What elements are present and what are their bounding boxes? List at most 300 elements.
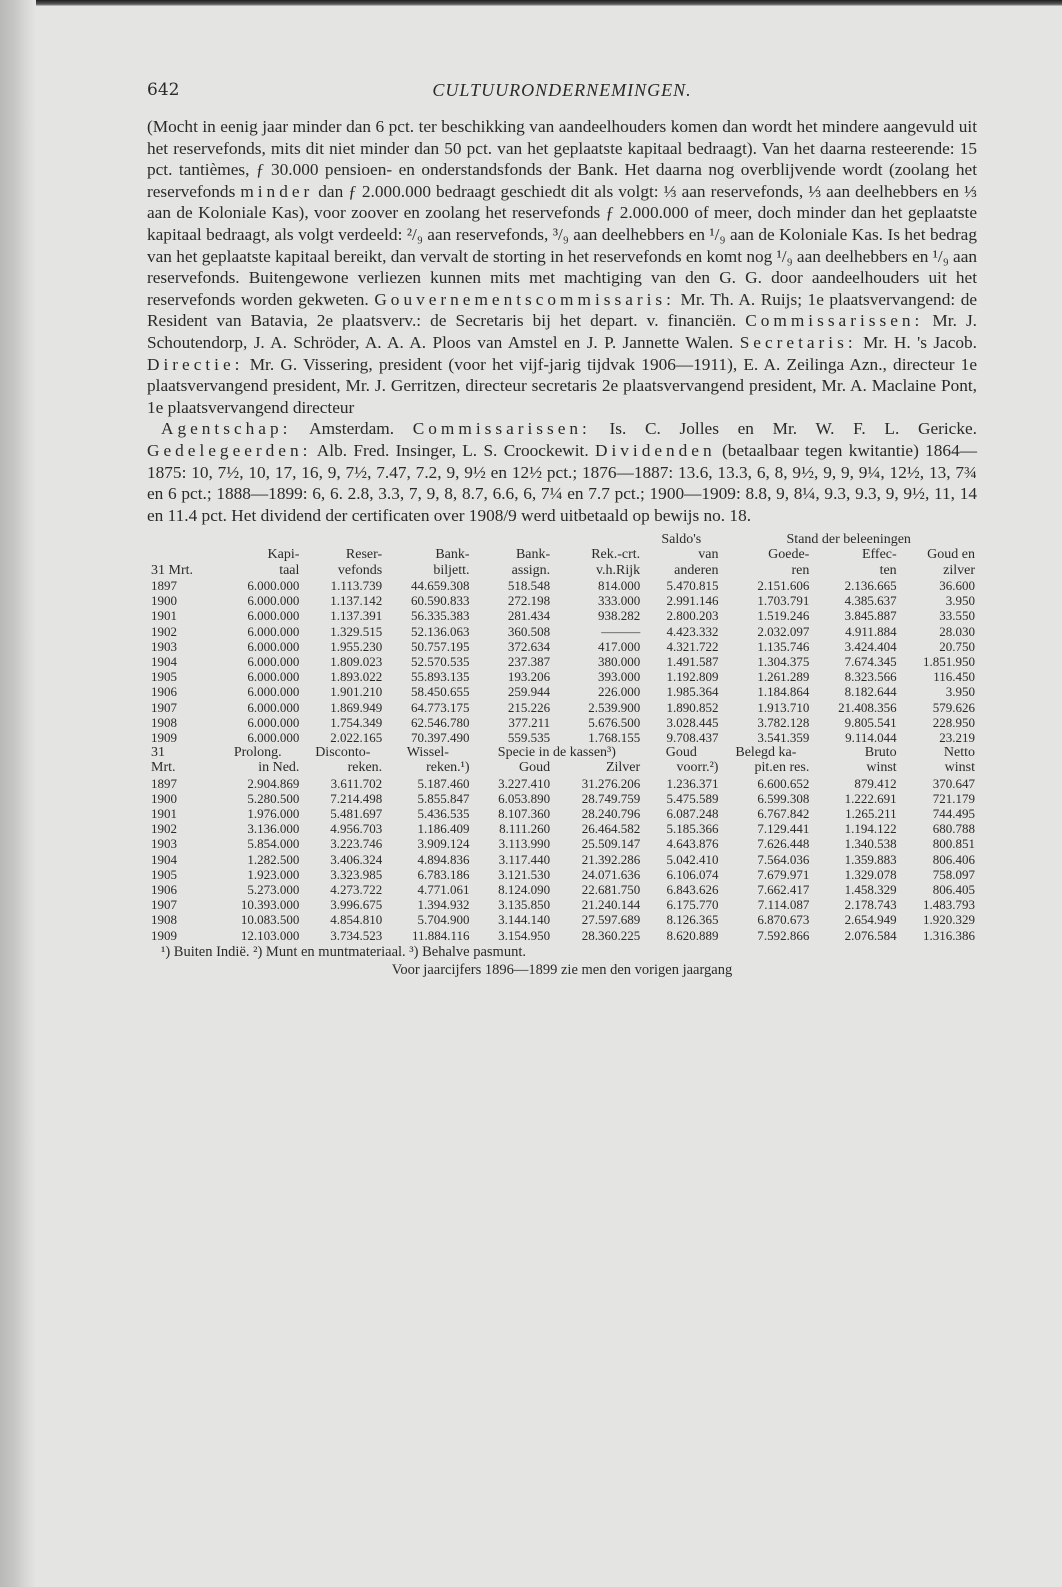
- book-page: [147, 80, 977, 979]
- value-cell: 393.000: [597, 669, 641, 685]
- value-cell: 1.113.739: [330, 577, 383, 593]
- value-cell: 64.773.175: [411, 699, 470, 715]
- value-cell: 1.192.809: [666, 669, 719, 685]
- value-cell: 11.884.116: [411, 927, 470, 943]
- year-cell: 1900: [151, 593, 177, 609]
- column-header: vefonds: [337, 562, 383, 578]
- value-cell: 3.113.990: [498, 836, 551, 852]
- value-cell: 8.182.644: [844, 684, 897, 700]
- value-cell: 21.392.286: [581, 851, 641, 867]
- value-cell: 5.185.366: [666, 821, 719, 837]
- value-cell: 3.121.530: [498, 866, 551, 882]
- value-cell: 3.227.410: [498, 775, 551, 791]
- table-row: [147, 578, 977, 593]
- year-cell: 1900: [151, 790, 177, 806]
- label-secretaris: Secretaris:: [739, 332, 857, 352]
- value-cell: 3.223.746: [330, 836, 383, 852]
- year-cell: 1907: [151, 699, 177, 715]
- column-header: anderen: [674, 562, 719, 578]
- label-commissarissen: Commissarissen:: [745, 311, 924, 331]
- value-cell: 5.187.460: [417, 775, 470, 791]
- year-cell: 1902: [151, 821, 177, 837]
- value-cell: 52.136.063: [411, 623, 470, 639]
- value-cell: 333.000: [597, 593, 641, 609]
- table-row: [147, 821, 977, 836]
- value-cell: 4.643.876: [666, 836, 719, 852]
- value-cell: 33.550: [939, 608, 975, 624]
- value-cell: 1.359.883: [844, 851, 897, 867]
- column-header: 31 Mrt.: [151, 562, 193, 578]
- value-cell: 70.397.490: [411, 729, 470, 745]
- value-cell: 879.412: [854, 775, 897, 791]
- value-cell: 800.851: [932, 836, 975, 852]
- paragraph-agentschap: Agentschap: Amsterdam. Commissarissen: Is. C. Jolles en Mr. W. F. L. Gericke. Gedelegeerden: Alb. Fred. Insinger, L. S. Croockewit. Dividenden (betaalbaar tegen kwitantie) 1864—1875: 10, 7½, 10, 17, 16, 9, 7½, 7.47, 7.2, 9, 9½ en 12½ pct.; 1876—1887: 13.6, 13.3, 6, 8, 9½, 9, 9, 9¼, 12½, 13, 7¾ en 6 pct.; 1888—1899: 6, 6. 2.8, 3.3, 7, 9, 8, 8.7, 6.6, 6, 7¼ en 7.7 pct.; 1900—1909: 8.8, 9, 8¼, 9.3, 9.3, 9, 9½, 11, 14 en 11.4 pct. Het dividend der certificaten over 1908/9 werd uitbetaald op bewijs no. 18.: [147, 419, 977, 525]
- value-cell: 8.620.889: [666, 927, 719, 943]
- value-cell: 10.083.500: [240, 912, 300, 928]
- label-gouvernementscommissaris: Gouvernementscommissaris:: [374, 289, 675, 309]
- value-cell: 814.000: [597, 577, 641, 593]
- year-cell: 1907: [151, 897, 177, 913]
- value-cell: 680.788: [932, 821, 975, 837]
- value-cell: 4.273.722: [330, 881, 383, 897]
- table-row: [147, 715, 977, 730]
- value-cell: 6.000.000: [247, 699, 300, 715]
- value-cell: 372.634: [507, 638, 551, 654]
- value-cell: 1.222.691: [844, 790, 897, 806]
- value-cell: 3.135.850: [498, 897, 551, 913]
- column-header: pit.en res.: [754, 760, 810, 776]
- value-cell: 3.136.000: [247, 821, 300, 837]
- column-header: Goud en: [927, 547, 975, 563]
- table-row: [147, 639, 977, 654]
- year-cell: 1906: [151, 881, 177, 897]
- value-cell: 6.000.000: [247, 729, 300, 745]
- value-cell: 3.950: [945, 684, 975, 700]
- value-cell: 237.387: [507, 653, 551, 669]
- value-cell: 1.976.000: [247, 805, 300, 821]
- column-header: Zilver: [605, 760, 641, 776]
- year-cell: 1904: [151, 851, 177, 867]
- value-cell: 21.408.356: [838, 699, 897, 715]
- value-cell: 6.000.000: [247, 714, 300, 730]
- value-cell: 3.541.359: [757, 729, 810, 745]
- table-row: [147, 700, 977, 715]
- table1-header-line2: [147, 563, 977, 578]
- value-cell: 2.991.146: [666, 593, 719, 609]
- column-header: ren: [791, 562, 810, 578]
- value-cell: 2.539.900: [588, 699, 641, 715]
- year-cell: 1901: [151, 805, 177, 821]
- table2-body: [147, 776, 977, 943]
- value-cell: 8.111.260: [499, 821, 551, 837]
- column-header: reken.: [347, 760, 383, 776]
- value-cell: 8.124.090: [498, 881, 551, 897]
- value-cell: 6.087.248: [666, 805, 719, 821]
- value-cell: 6.000.000: [247, 684, 300, 700]
- table-row: [147, 684, 977, 699]
- group-header-stand: Stand der beleeningen: [786, 532, 911, 548]
- value-cell: 938.282: [597, 608, 641, 624]
- year-cell: 1908: [151, 714, 177, 730]
- value-cell: 417.000: [597, 638, 641, 654]
- value-cell: 1.135.746: [757, 638, 810, 654]
- year-cell: 1901: [151, 608, 177, 624]
- value-cell: 559.535: [507, 729, 551, 745]
- year-cell: 1902: [151, 623, 177, 639]
- table-row: [147, 928, 977, 943]
- value-cell: 10.393.000: [240, 897, 300, 913]
- value-cell: 4.911.884: [845, 623, 897, 639]
- label-gedelegeerden: Gedelegeerden:: [147, 440, 312, 460]
- value-cell: 5.436.535: [417, 805, 470, 821]
- table-row: [147, 593, 977, 608]
- table2-header-line1: 31 Prolong. Disconto- Wissel- Specie in de kassen³) Goud Belegd ka- Bruto Netto: [151, 745, 975, 761]
- value-cell: 62.546.780: [411, 714, 470, 730]
- value-cell: 6.000.000: [247, 593, 300, 609]
- value-cell: 2.904.869: [247, 775, 300, 791]
- value-cell: 1.809.023: [330, 653, 383, 669]
- column-header: Goede-: [768, 547, 810, 563]
- value-cell: 36.600: [939, 577, 975, 593]
- column-header: voorr.²): [676, 760, 719, 776]
- value-cell: 3.996.675: [330, 897, 383, 913]
- value-cell: 7.114.087: [757, 897, 810, 913]
- value-cell: 2.178.743: [844, 897, 897, 913]
- value-cell: 3.909.124: [417, 836, 470, 852]
- year-cell: 1903: [151, 638, 177, 654]
- value-cell: 1.329.515: [330, 623, 383, 639]
- value-cell: 4.894.836: [417, 851, 470, 867]
- value-cell: 272.198: [507, 593, 551, 609]
- value-cell: 7.674.345: [844, 653, 897, 669]
- previous-volume-note: Voor jaarcijfers 1896—1899 zie men den vorigen jaargang: [391, 961, 733, 978]
- value-cell: 5.273.000: [247, 881, 300, 897]
- value-cell: 3.782.128: [757, 714, 810, 730]
- value-cell: 1.703.791: [757, 593, 810, 609]
- value-cell: 9.708.437: [666, 729, 719, 745]
- value-cell: 758.097: [932, 866, 975, 882]
- value-cell: 1.282.500: [247, 851, 300, 867]
- column-header: zilver: [943, 562, 975, 578]
- value-cell: 1.329.078: [844, 866, 897, 882]
- value-cell: 28.030: [939, 623, 975, 639]
- value-cell: 6.767.842: [757, 805, 810, 821]
- value-cell: 6.000.000: [247, 669, 300, 685]
- value-cell: 5.704.900: [417, 912, 470, 928]
- value-cell: 1.768.155: [588, 729, 641, 745]
- value-cell: 5.475.589: [666, 790, 719, 806]
- value-cell: 3.611.702: [330, 775, 383, 791]
- column-header: Bank-: [435, 547, 470, 563]
- value-cell: 744.495: [932, 805, 975, 821]
- value-cell: 9.805.541: [844, 714, 897, 730]
- value-cell: 31.276.206: [581, 775, 641, 791]
- column-header: van: [698, 547, 719, 563]
- value-cell: 6.000.000: [247, 623, 300, 639]
- value-cell: 193.206: [507, 669, 551, 685]
- value-cell: 6.106.074: [666, 866, 719, 882]
- value-cell: 1.923.000: [247, 866, 300, 882]
- value-cell: 1.985.364: [666, 684, 719, 700]
- value-cell: 2.800.203: [666, 608, 719, 624]
- value-cell: 2.654.949: [844, 912, 897, 928]
- value-cell: 1.869.949: [330, 699, 383, 715]
- value-cell: 3.950: [945, 593, 975, 609]
- table-row: [147, 867, 977, 882]
- year-cell: 1897: [151, 775, 177, 791]
- value-cell: 28.360.225: [581, 927, 641, 943]
- value-cell: 5.676.500: [588, 714, 641, 730]
- year-cell: 1905: [151, 866, 177, 882]
- book-binding-shadow: [0, 0, 36, 1587]
- value-cell: 44.659.308: [411, 577, 470, 593]
- value-cell: 50.757.195: [411, 638, 470, 654]
- value-cell: 6.870.673: [757, 912, 810, 928]
- value-cell: 6.000.000: [247, 638, 300, 654]
- value-cell: 281.434: [507, 608, 551, 624]
- value-cell: 24.071.636: [581, 866, 641, 882]
- value-cell: 21.240.144: [581, 897, 641, 913]
- column-header: winst: [866, 760, 897, 776]
- running-head: [147, 80, 977, 116]
- table-row: [147, 852, 977, 867]
- year-cell: 1897: [151, 577, 177, 593]
- column-header: in Ned.: [258, 760, 300, 776]
- value-cell: 1.913.710: [757, 699, 810, 715]
- value-cell: 60.590.833: [411, 593, 470, 609]
- value-cell: 226.000: [597, 684, 641, 700]
- label-directie: Directie:: [147, 354, 244, 374]
- value-cell: 1.184.864: [757, 684, 810, 700]
- table-row: [147, 897, 977, 912]
- value-cell: 3.144.140: [498, 912, 551, 928]
- value-cell: 4.423.332: [666, 623, 719, 639]
- value-cell: 3.845.887: [844, 608, 897, 624]
- value-cell: 1.901.210: [330, 684, 383, 700]
- value-cell: 380.000: [597, 653, 641, 669]
- year-cell: 1905: [151, 669, 177, 685]
- value-cell: 4.771.061: [417, 881, 470, 897]
- table1-body: [147, 578, 977, 745]
- value-cell: 116.450: [933, 669, 975, 685]
- value-cell: 8.107.360: [498, 805, 551, 821]
- value-cell: 3.117.440: [498, 851, 551, 867]
- year-cell: 1909: [151, 927, 177, 943]
- value-cell: 377.211: [508, 714, 551, 730]
- column-header: v.h.Rijk: [595, 562, 641, 578]
- value-cell: 3.424.404: [844, 638, 897, 654]
- value-cell: 7.592.866: [757, 927, 810, 943]
- value-cell: 25.509.147: [581, 836, 641, 852]
- column-header: taal: [279, 562, 300, 578]
- value-cell: 6.053.890: [498, 790, 551, 806]
- column-header: Rek.-crt.: [591, 547, 641, 563]
- table-row: [147, 624, 977, 639]
- value-cell: 806.406: [932, 851, 975, 867]
- value-cell: 6.600.652: [757, 775, 810, 791]
- value-cell: 215.226: [507, 699, 551, 715]
- value-cell: 5.042.410: [666, 851, 719, 867]
- value-cell: 6.783.186: [417, 866, 470, 882]
- value-cell: 6.000.000: [247, 653, 300, 669]
- table1-header-line1: [147, 547, 977, 562]
- value-cell: 2.151.606: [757, 577, 810, 593]
- value-cell: 55.893.135: [411, 669, 470, 685]
- value-cell: 1.194.122: [844, 821, 897, 837]
- value-cell: 1.265.211: [845, 805, 897, 821]
- value-cell: 2.076.584: [844, 927, 897, 943]
- year-cell: 1903: [151, 836, 177, 852]
- column-header: [147, 547, 214, 562]
- value-cell: 1.920.329: [923, 912, 975, 928]
- value-cell: 806.405: [932, 881, 975, 897]
- value-cell: ———: [601, 623, 641, 639]
- column-header: Mrt.: [151, 760, 176, 776]
- table-row: [147, 912, 977, 927]
- table2-header-line2: [147, 760, 977, 775]
- balance-table: [147, 532, 977, 942]
- value-cell: 3.323.985: [330, 866, 383, 882]
- scan-top-edge: [0, 0, 1062, 6]
- table-row: [147, 791, 977, 806]
- value-cell: 1.304.375: [757, 653, 810, 669]
- value-cell: 1.754.349: [330, 714, 383, 730]
- value-cell: 3.734.523: [330, 927, 383, 943]
- value-cell: 4.321.722: [666, 638, 719, 654]
- table-row: [147, 669, 977, 684]
- table-row: [147, 730, 977, 745]
- value-cell: 22.681.750: [581, 881, 641, 897]
- value-cell: 28.240.796: [581, 805, 641, 821]
- value-cell: 4.385.637: [844, 593, 897, 609]
- value-cell: 27.597.689: [581, 912, 641, 928]
- column-header: Kapi-: [267, 547, 300, 563]
- value-cell: 12.103.000: [240, 927, 300, 943]
- value-cell: 7.679.971: [757, 866, 810, 882]
- value-cell: 518.548: [507, 577, 551, 593]
- value-cell: 56.335.383: [411, 608, 470, 624]
- value-cell: 7.626.448: [757, 836, 810, 852]
- value-cell: 1.851.950: [923, 653, 975, 669]
- value-cell: 259.944: [507, 684, 551, 700]
- value-cell: 1.519.246: [757, 608, 810, 624]
- value-cell: 4.956.703: [330, 821, 383, 837]
- year-cell: 1909: [151, 729, 177, 745]
- value-cell: 7.129.441: [757, 821, 810, 837]
- column-header: ten: [879, 562, 897, 578]
- value-cell: 52.570.535: [411, 653, 470, 669]
- value-cell: 6.599.308: [757, 790, 810, 806]
- body-text: [147, 116, 977, 526]
- column-header: reken.¹): [426, 760, 470, 776]
- value-cell: 7.662.417: [757, 881, 810, 897]
- table-row: [147, 654, 977, 669]
- value-cell: 26.464.582: [581, 821, 641, 837]
- value-cell: 20.750: [939, 638, 975, 654]
- label-agent-commissarissen: Commissarissen:: [412, 419, 591, 439]
- column-header: Reser-: [345, 547, 383, 563]
- column-header: assign.: [511, 562, 551, 578]
- value-cell: 3.028.445: [666, 714, 719, 730]
- value-cell: 2.032.097: [757, 623, 810, 639]
- column-header: Effec-: [861, 547, 897, 563]
- year-cell: 1906: [151, 684, 177, 700]
- page-title: CULTUURONDERNEMINGEN.: [432, 80, 692, 100]
- value-cell: 28.749.759: [581, 790, 641, 806]
- value-cell: 23.219: [939, 729, 975, 745]
- value-cell: 1.137.142: [330, 593, 383, 609]
- value-cell: 5.855.847: [417, 790, 470, 806]
- value-cell: 8.323.566: [844, 669, 897, 685]
- value-cell: 1.236.371: [666, 775, 719, 791]
- value-cell: 360.508: [507, 623, 551, 639]
- value-cell: 228.950: [932, 714, 975, 730]
- value-cell: 1.394.932: [417, 897, 470, 913]
- value-cell: 370.647: [932, 775, 975, 791]
- value-cell: 4.854.810: [330, 912, 383, 928]
- value-cell: 1.316.386: [923, 927, 975, 943]
- value-cell: 6.175.770: [666, 897, 719, 913]
- value-cell: 5.280.500: [247, 790, 300, 806]
- value-cell: 1.137.391: [330, 608, 383, 624]
- value-cell: 1.491.587: [666, 653, 719, 669]
- column-header: winst: [944, 760, 975, 776]
- value-cell: 5.854.000: [247, 836, 300, 852]
- value-cell: 58.450.655: [411, 684, 470, 700]
- paragraph-profit-distribution: (Mocht in eenig jaar minder dan 6 pct. ter beschikking van aandeelhouders komen dan wordt het mindere aangevuld uit het reservefonds, mits dit niet minder dan 50 pct. van het geplaatste kapitaal bedraagt). Van het daarna resteerende: 15 pct. tantièmes, ƒ 30.000 pensioen- en onderstandsfonds der Bank. Het daarna nog overblijvende wordt (zoolang het reservefonds minder dan ƒ 2.000.000 bedraagt geschiedt dit als volgt: ⅓ aan reservefonds, ⅓ aan deelhebbers en ⅓ aan de Koloniale Kas), voor zoover en zoolang het reservefonds ƒ 2.000.000 of meer, doch minder dan het geplaatste kapitaal bedraagt, als volgt verdeeld: ²/₉ aan reservefonds, ³/₉ aan deelhebbers en ¹/₉ aan de Koloniale Kas. Is het bedrag van het geplaatste kapitaal bereikt, dan vervalt de storting in het reservefonds en komt nog ¹/₉ aan deelhebbers en ¹/₉ aan reservefonds. Buitengewone verliezen kunnen mits met machtiging van den G. G. door aandeelhouders uit het reservefonds worden gekweten. Gouvernementscommissaris: Mr. Th. A. Ruijs; 1e plaatsvervangend: de Resident van Batavia, 2e plaatsverv.: de Secretaris bij het depart. v. financiën. Commissarissen: Mr. J. Schoutendorp, J. A. Schröder, A. A. A. Ploos van Amstel en J. P. Jannette Walen. Secretaris: Mr. H. 's Jacob. Directie: Mr. G. Vissering, president (voor het vijf-jarig tijdvak 1906—1911), E. A. Zeilinga Azn., directeur 1e plaatsvervangend president, Mr. J. Gerritzen, directeur secretaris 2e plaatsvervangend president, Mr. A. Maclaine Pont, 1e plaatsvervangend directeur: [147, 117, 978, 417]
- value-cell: 6.000.000: [247, 577, 300, 593]
- value-cell: 7.564.036: [757, 851, 810, 867]
- value-cell: 1.261.289: [757, 669, 810, 685]
- value-cell: 2.022.165: [330, 729, 383, 745]
- label-dividenden: Dividenden: [594, 440, 716, 460]
- value-cell: 5.481.697: [330, 805, 383, 821]
- value-cell: 3.406.324: [330, 851, 383, 867]
- value-cell: 1.893.022: [330, 669, 383, 685]
- table-row: [147, 776, 977, 791]
- year-cell: 1908: [151, 912, 177, 928]
- value-cell: 721.179: [932, 790, 975, 806]
- value-cell: 2.136.665: [844, 577, 897, 593]
- page-number: 642: [147, 80, 180, 100]
- table-row: [147, 806, 977, 821]
- label-agentschap: Agentschap:: [161, 419, 292, 439]
- value-cell: 3.154.950: [498, 927, 551, 943]
- value-cell: 6.000.000: [247, 608, 300, 624]
- value-cell: 1.955.230: [330, 638, 383, 654]
- table-row: [147, 608, 977, 623]
- column-header: Goud: [519, 760, 551, 776]
- value-cell: 1.186.409: [417, 821, 470, 837]
- table1-group-header: [147, 532, 977, 547]
- table-row: [147, 882, 977, 897]
- value-cell: 1.458.329: [844, 881, 897, 897]
- year-cell: 1904: [151, 653, 177, 669]
- value-cell: 5.470.815: [666, 577, 719, 593]
- value-cell: 9.114.044: [845, 729, 897, 745]
- value-cell: 579.626: [932, 699, 975, 715]
- value-cell: 6.843.626: [666, 881, 719, 897]
- value-cell: 1.890.852: [666, 699, 719, 715]
- value-cell: 1.340.538: [844, 836, 897, 852]
- table-row: [147, 836, 977, 851]
- value-cell: 1.483.793: [923, 897, 975, 913]
- value-cell: 8.126.365: [666, 912, 719, 928]
- column-header: biljett.: [433, 562, 470, 578]
- column-header: Bank-: [515, 547, 551, 563]
- group-header-saldo: Saldo's: [661, 532, 702, 548]
- table-footnotes: ¹) Buiten Indië. ²) Munt en muntmateriaal. ³) Behalve pasmunt.: [161, 943, 526, 960]
